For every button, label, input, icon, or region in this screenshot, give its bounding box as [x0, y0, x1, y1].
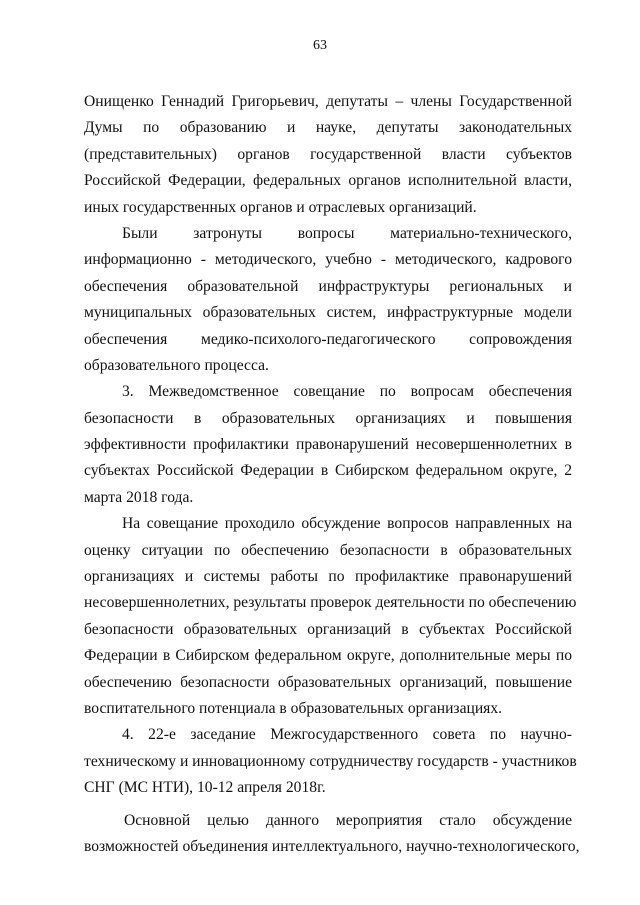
text-line: СНГ (МС НТИ), 10-12 апреля 2018г. [84, 779, 326, 797]
text-line: образовательного процесса. [84, 356, 269, 374]
text-line: обеспечения медико-психолого-педагогического сопровождения [84, 330, 572, 348]
text-line: муниципальных образовательных систем, инфраструктурные модели [84, 304, 572, 322]
text-line: несовершеннолетних, результаты проверок деятельности по обеспечению [84, 594, 577, 612]
text-line: На совещание проходило обсуждение вопросов направленных на [122, 515, 572, 533]
text-line: эффективности профилактики правонарушений несовершеннолетних в [84, 436, 572, 454]
text-line: иных государственных органов и отраслевых организаций. [84, 198, 477, 216]
text-line: марта 2018 года. [84, 488, 194, 506]
text-line: безопасности образовательных организаций в субъектах Российской [84, 620, 572, 638]
text-line: 4. 22-е заседание Межгосударственного совета по научно- [122, 726, 572, 744]
text-line: субъектах Российской Федерации в Сибирском федеральном округе, 2 [84, 462, 572, 480]
text-line: обеспечения образовательной инфраструктуры региональных и [84, 277, 572, 295]
text-line: Были затронуты вопросы материально-технического, [122, 224, 572, 242]
text-line: оценку ситуации по обеспечению безопасности в образовательных [84, 541, 572, 559]
text-line: техническому и инновационному сотрудничеству государств - участников [84, 752, 577, 770]
text-line: возможностей объединения интеллектуального, научно-технологического, [84, 837, 580, 855]
text-line: обеспечению безопасности образовательных организаций, повышение [84, 673, 572, 691]
page-number: 63 [313, 38, 327, 53]
text-line: информационно - методического, учебно - методического, кадрового [84, 251, 572, 269]
text-line: Федерации в Сибирском федеральном округе, дополнительные меры по [84, 647, 572, 665]
text-line: организациях и системы работы по профилактике правонарушений [84, 568, 572, 586]
text-line: Думы по образованию и науке, депутаты законодательных [84, 119, 572, 137]
text-line: (представительных) органов государственной власти субъектов [84, 145, 572, 163]
text-line: безопасности в образовательных организациях и повышения [84, 409, 572, 427]
text-line: 3. Межведомственное совещание по вопросам обеспечения [122, 383, 572, 401]
text-line: Онищенко Геннадий Григорьевич, депутаты – члены Государственной [84, 93, 572, 110]
text-line: Основной целью данного мероприятия стало обсуждение [124, 811, 572, 829]
text-line: воспитательного потенциала в образовательных организациях. [84, 699, 503, 717]
text-line: Российской Федерации, федеральных органов исполнительной власти, [84, 172, 572, 190]
document-body [84, 89, 580, 860]
